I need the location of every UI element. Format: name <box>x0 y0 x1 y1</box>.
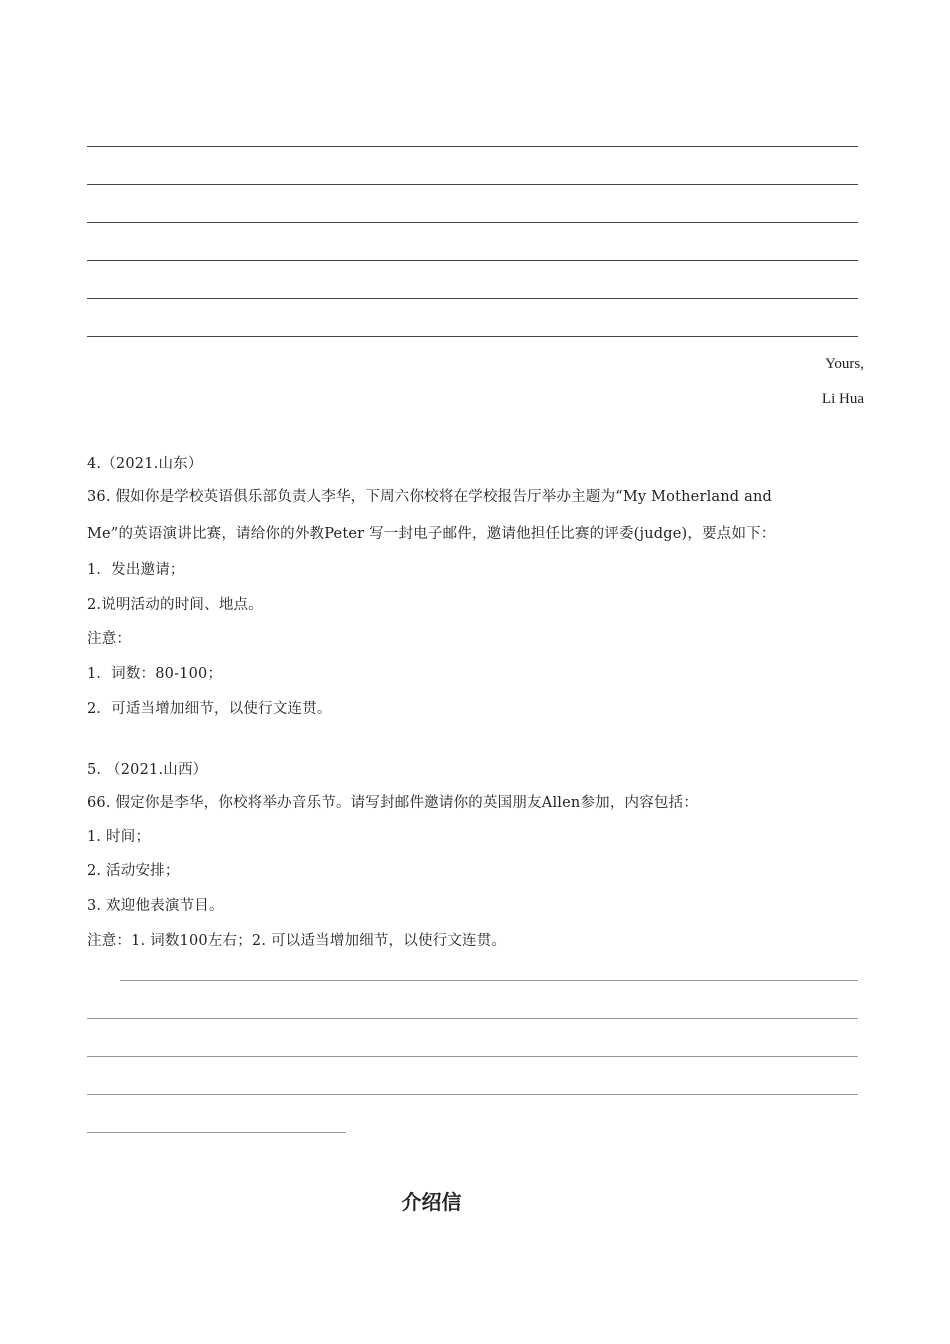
answer-line <box>87 222 858 223</box>
q5-prompt-line1: 66. 假定你是李华，你校将举办音乐节。请写封邮件邀请你的英国朋友Allen参加，内容包括： <box>87 795 699 811</box>
answer-line <box>87 260 858 261</box>
answer-line <box>120 980 858 981</box>
answer-line <box>87 336 858 337</box>
answer-line <box>87 1132 346 1133</box>
q4-prompt-line2: Me”的英语演讲比赛，请给你的外教Peter 写一封电子邮件，邀请他担任比赛的评委(judge)，要点如下： <box>87 526 776 542</box>
q5-source: 5. （2021.山西） <box>87 762 208 778</box>
answer-line <box>87 1094 858 1095</box>
q5-point-3: 3. 欢迎他表演节目。 <box>87 898 224 914</box>
answer-line <box>87 184 858 185</box>
q4-prompt-line1: 36. 假如你是学校英语俱乐部负责人李华，下周六你校将在学校报告厅举办主题为“My Motherland and <box>87 489 772 505</box>
answer-line <box>87 1056 858 1057</box>
closing-yours: Yours, <box>825 356 864 372</box>
q4-point-2: 2.说明活动的时间、地点。 <box>87 597 263 613</box>
q4-note-1: 1．词数：80-100； <box>87 666 223 682</box>
q4-note-label: 注意： <box>87 631 132 647</box>
answer-line <box>87 146 858 147</box>
answer-line <box>87 298 858 299</box>
answer-line <box>87 1018 858 1019</box>
q5-note: 注意：1. 词数100左右；2. 可以适当增加细节，以使行文连贯。 <box>87 933 507 949</box>
section-heading: 介绍信 <box>401 1190 462 1214</box>
q5-point-2: 2. 活动安排； <box>87 863 180 879</box>
q4-point-1: 1．发出邀请； <box>87 562 185 578</box>
q4-note-2: 2．可适当增加细节，以使行文连贯。 <box>87 701 332 717</box>
closing-name: Li Hua <box>821 391 864 407</box>
q4-source: 4.（2021.山东） <box>87 456 203 472</box>
q5-point-1: 1. 时间； <box>87 829 151 845</box>
